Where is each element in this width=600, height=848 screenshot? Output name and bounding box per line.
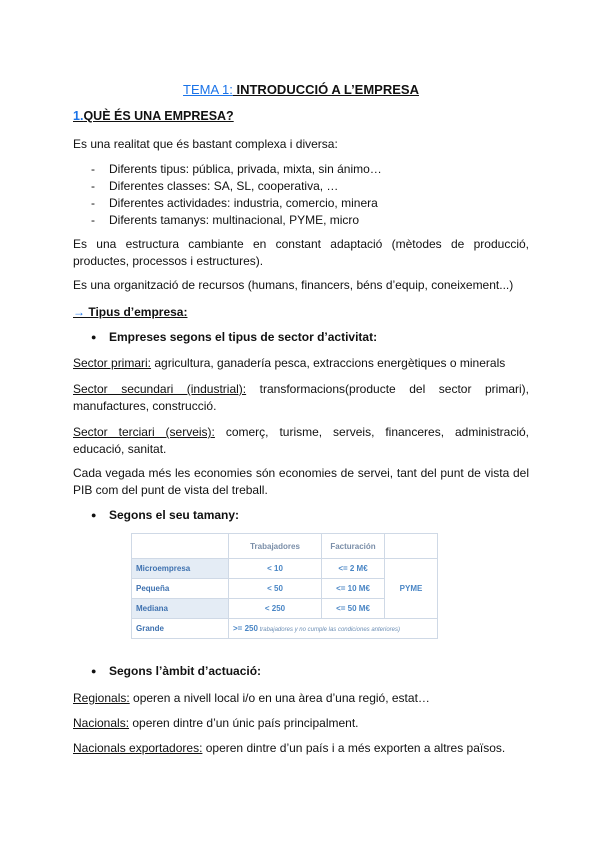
table-row (132, 559, 438, 579)
primary-sector-paragraph (73, 355, 529, 372)
exporters-label: Nacionals exportadores: (73, 741, 203, 755)
row-revenue: <= 50 M€ (322, 599, 385, 619)
intro-paragraph: Es una realitat que és bastant complexa i diversa: (73, 137, 338, 151)
resources-paragraph: Es una organització de recursos (humans, financers, béns d’equip, coneixement...) (73, 278, 514, 292)
list-item: - Diferentes actividades: industria, comercio, minera (73, 195, 382, 212)
structure-paragraph: Es una estructura cambiante en constant adaptació (mètodes de producció, productes, processos i estructures). (73, 237, 529, 268)
title-number: TEMA 1: (183, 82, 233, 97)
row-name: Grande (132, 619, 229, 639)
service-economy-paragraph: Cada vegada més les economies són economies de servei, tant del punt de vista del PIB com del punt de vista del treball. (73, 466, 529, 497)
primary-sector-label: Sector primari: (73, 356, 152, 370)
section-heading (73, 109, 234, 123)
tertiary-sector-label: Sector terciari (serveis): (73, 425, 215, 439)
grande-value: >= 250 (233, 624, 258, 633)
row-name: Mediana (132, 599, 229, 619)
bullet-size (91, 508, 239, 522)
bullet-size-text: Segons el seu tamany: (109, 508, 240, 522)
bullet-scope (91, 664, 261, 678)
exporters-text: operen dintre d’un país i a més exporten a altres països. (202, 741, 506, 755)
company-types-heading (73, 305, 187, 319)
table-header-empty (132, 534, 229, 559)
list-item: - Diferents tipus: pública, privada, mixta, sin ánimo… (73, 161, 382, 178)
list-item: - Diferents tamanys: multinacional, PYME, micro (73, 212, 382, 229)
tertiary-sector-paragraph (73, 424, 529, 458)
row-revenue: <= 10 M€ (322, 579, 385, 599)
table-header-pyme (385, 534, 438, 559)
exporters-paragraph (73, 740, 529, 757)
arrow-icon: → (73, 305, 85, 319)
list-item: - Diferentes classes: SA, SL, cooperativa, … (73, 178, 382, 195)
grande-note: trabajadores y no cumple las condiciones anteriores) (257, 627, 400, 633)
bullet-sector (91, 330, 377, 344)
company-types-label: Tipus d’empresa: (85, 305, 188, 319)
regional-paragraph (73, 690, 529, 707)
row-name: Microempresa (132, 559, 229, 579)
title-text: INTRODUCCIÓ A L’EMPRESA (232, 82, 419, 97)
tertiary-sector-text: comerç, turisme, serveis, financeres, administració, educació, sanitat. (73, 425, 529, 456)
row-workers: < 250 (229, 599, 322, 619)
row-workers: < 10 (229, 559, 322, 579)
primary-sector-text: agricultura, ganadería pesca, extraccions energètiques o minerals (151, 356, 506, 370)
national-label: Nacionals: (73, 716, 130, 730)
grande-value-cell (229, 619, 438, 639)
row-workers: < 50 (229, 579, 322, 599)
national-paragraph (73, 715, 529, 732)
row-revenue: <= 2 M€ (322, 559, 385, 579)
table-header-workers: Trabajadores (229, 534, 322, 559)
secondary-sector-label: Sector secundari (industrial): (73, 382, 247, 396)
company-traits-list (73, 161, 382, 229)
table-row (132, 619, 438, 639)
regional-text: operen a nivell local i/o en una àrea d’una regió, estat… (129, 691, 430, 705)
pyme-cell: PYME (385, 559, 438, 619)
secondary-sector-text: transformacions(producte del sector primari), manufactures, construcció. (73, 382, 529, 413)
secondary-sector-paragraph (73, 381, 529, 415)
table-header-revenue: Facturación (322, 534, 385, 559)
section-text: QUÈ ÉS UNA EMPRESA? (83, 109, 234, 123)
page-title (73, 82, 529, 97)
row-name: Pequeña (132, 579, 229, 599)
bullet-scope-text: Segons l’àmbit d’actuació: (109, 664, 262, 678)
section-number: 1. (73, 109, 84, 123)
table-header-row (132, 534, 438, 559)
national-text: operen dintre d’un únic país principalment. (129, 716, 359, 730)
company-size-table (131, 533, 438, 639)
bullet-sector-text: Empreses segons el tipus de sector d’activitat: (109, 330, 378, 344)
regional-label: Regionals: (73, 691, 130, 705)
